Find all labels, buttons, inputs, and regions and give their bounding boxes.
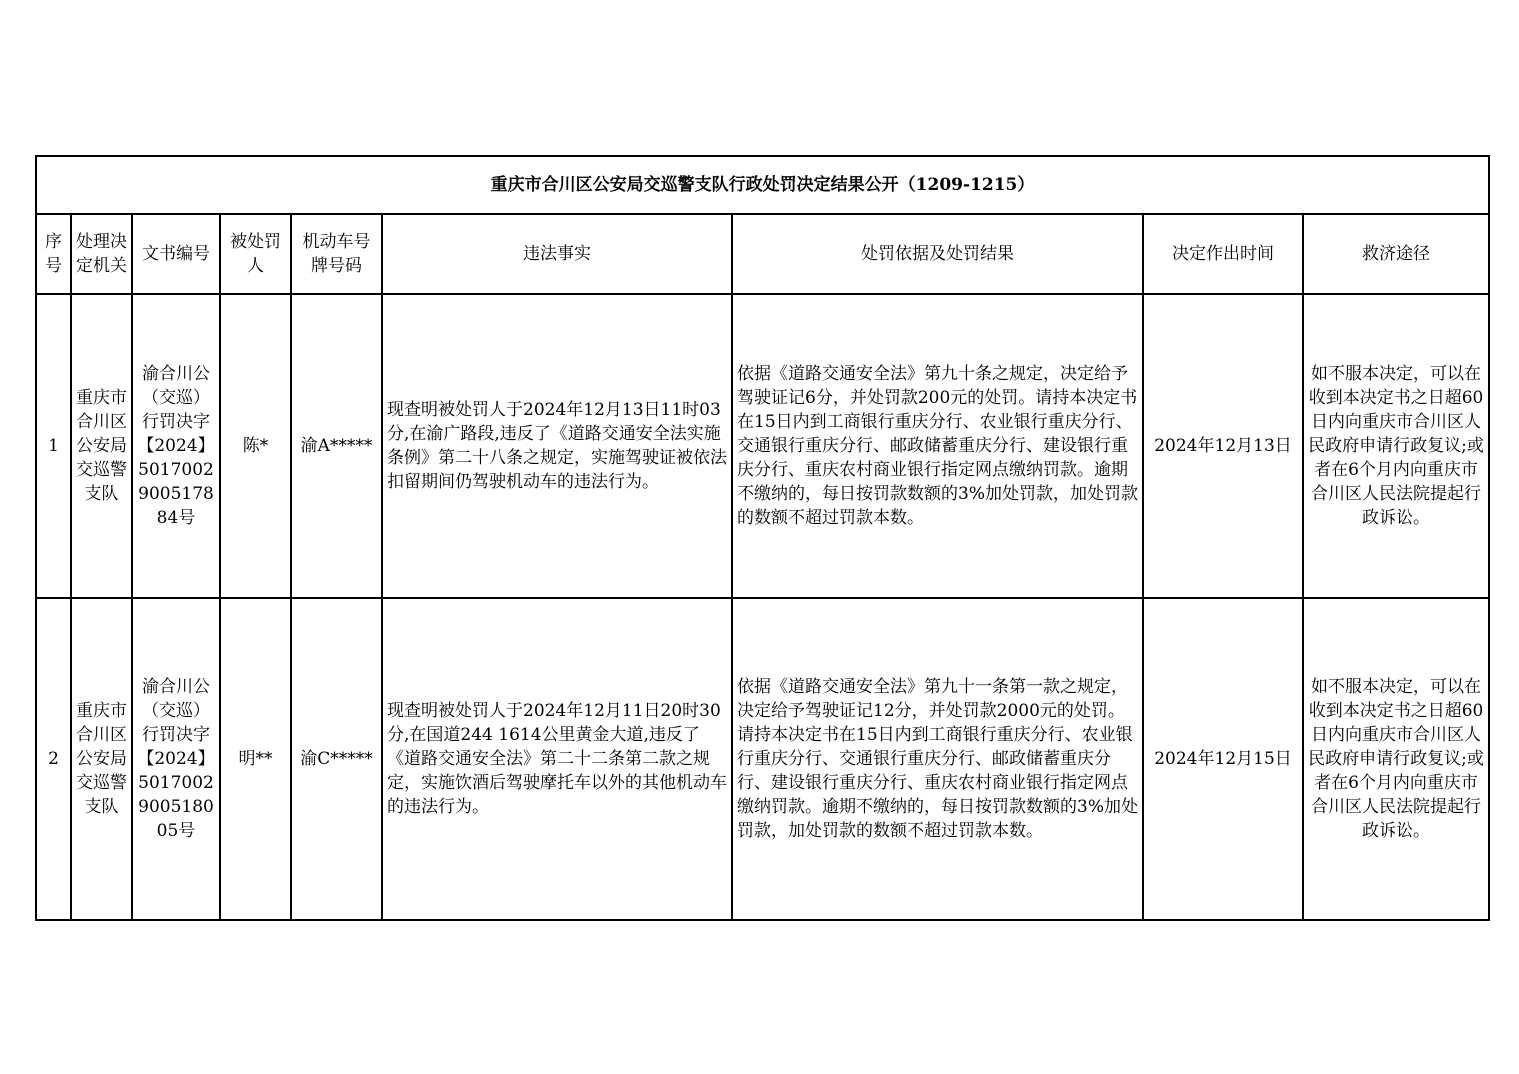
cell-agency: 重庆市合川区公安局交巡警支队 <box>71 294 132 598</box>
cell-facts: 现查明被处罚人于2024年12月13日11时03分,在渝广路段,违反了《道路交通安全法实施条例》第二十八条之规定，实施驾驶证被依法扣留期间仍驾驶机动车的违法行为。 <box>382 294 732 598</box>
header-basis: 处罚依据及处罚结果 <box>732 214 1143 294</box>
page-title: 重庆市合川区公安局交巡警支队行政处罚决定结果公开（1209-1215） <box>36 156 1489 214</box>
header-person: 被处罚人 <box>220 214 291 294</box>
cell-index: 1 <box>36 294 71 598</box>
header-index: 序号 <box>36 214 71 294</box>
cell-facts: 现查明被处罚人于2024年12月11日20时30分,在国道244 1614公里黄金大道,违反了《道路交通安全法》第二十二条第二款之规定，实施饮酒后驾驶摩托车以外的其他机动车的违法行为。 <box>382 598 732 920</box>
header-row <box>36 214 1489 294</box>
cell-date: 2024年12月15日 <box>1143 598 1303 920</box>
cell-index: 2 <box>36 598 71 920</box>
cell-remedy: 如不服本决定，可以在收到本决定书之日超60日内向重庆市合川区人民政府申请行政复议;或者在6个月内向重庆市合川区人民法院提起行政诉讼。 <box>1303 294 1489 598</box>
cell-date: 2024年12月13日 <box>1143 294 1303 598</box>
header-doc-no: 文书编号 <box>132 214 220 294</box>
cell-basis: 依据《道路交通安全法》第九十一条第一款之规定，决定给予驾驶证记12分，并处罚款2000元的处罚。请持本决定书在15日内到工商银行重庆分行、农业银行重庆分行、交通银行重庆分行、邮政储蓄重庆分行、建设银行重庆分行、重庆农村商业银行指定网点缴纳罚款。逾期不缴纳的，每日按罚款数额的3%加处罚款，加处罚款的数额不超过罚款本数。 <box>732 598 1143 920</box>
cell-agency: 重庆市合川区公安局交巡警支队 <box>71 598 132 920</box>
table-row <box>36 294 1489 598</box>
cell-doc-no: 渝合川公（交巡）行罚决字【2024】5017002900517884号 <box>132 294 220 598</box>
header-agency: 处理决定机关 <box>71 214 132 294</box>
cell-remedy: 如不服本决定，可以在收到本决定书之日超60日内向重庆市合川区人民政府申请行政复议;或者在6个月内向重庆市合川区人民法院提起行政诉讼。 <box>1303 598 1489 920</box>
cell-person: 陈* <box>220 294 291 598</box>
cell-person: 明** <box>220 598 291 920</box>
cell-plate: 渝A***** <box>291 294 382 598</box>
cell-doc-no: 渝合川公（交巡）行罚决字【2024】5017002900518005号 <box>132 598 220 920</box>
header-plate: 机动车号牌号码 <box>291 214 382 294</box>
header-remedy: 救济途径 <box>1303 214 1489 294</box>
penalty-table <box>35 155 1490 921</box>
cell-basis: 依据《道路交通安全法》第九十条之规定，决定给予驾驶证记6分，并处罚款200元的处罚。请持本决定书在15日内到工商银行重庆分行、农业银行重庆分行、交通银行重庆分行、邮政储蓄重庆分行、建设银行重庆分行、重庆农村商业银行指定网点缴纳罚款。逾期不缴纳的，每日按罚款数额的3%加处罚款，加处罚款的数额不超过罚款本数。 <box>732 294 1143 598</box>
cell-plate: 渝C***** <box>291 598 382 920</box>
header-date: 决定作出时间 <box>1143 214 1303 294</box>
header-facts: 违法事实 <box>382 214 732 294</box>
table-row <box>36 598 1489 920</box>
